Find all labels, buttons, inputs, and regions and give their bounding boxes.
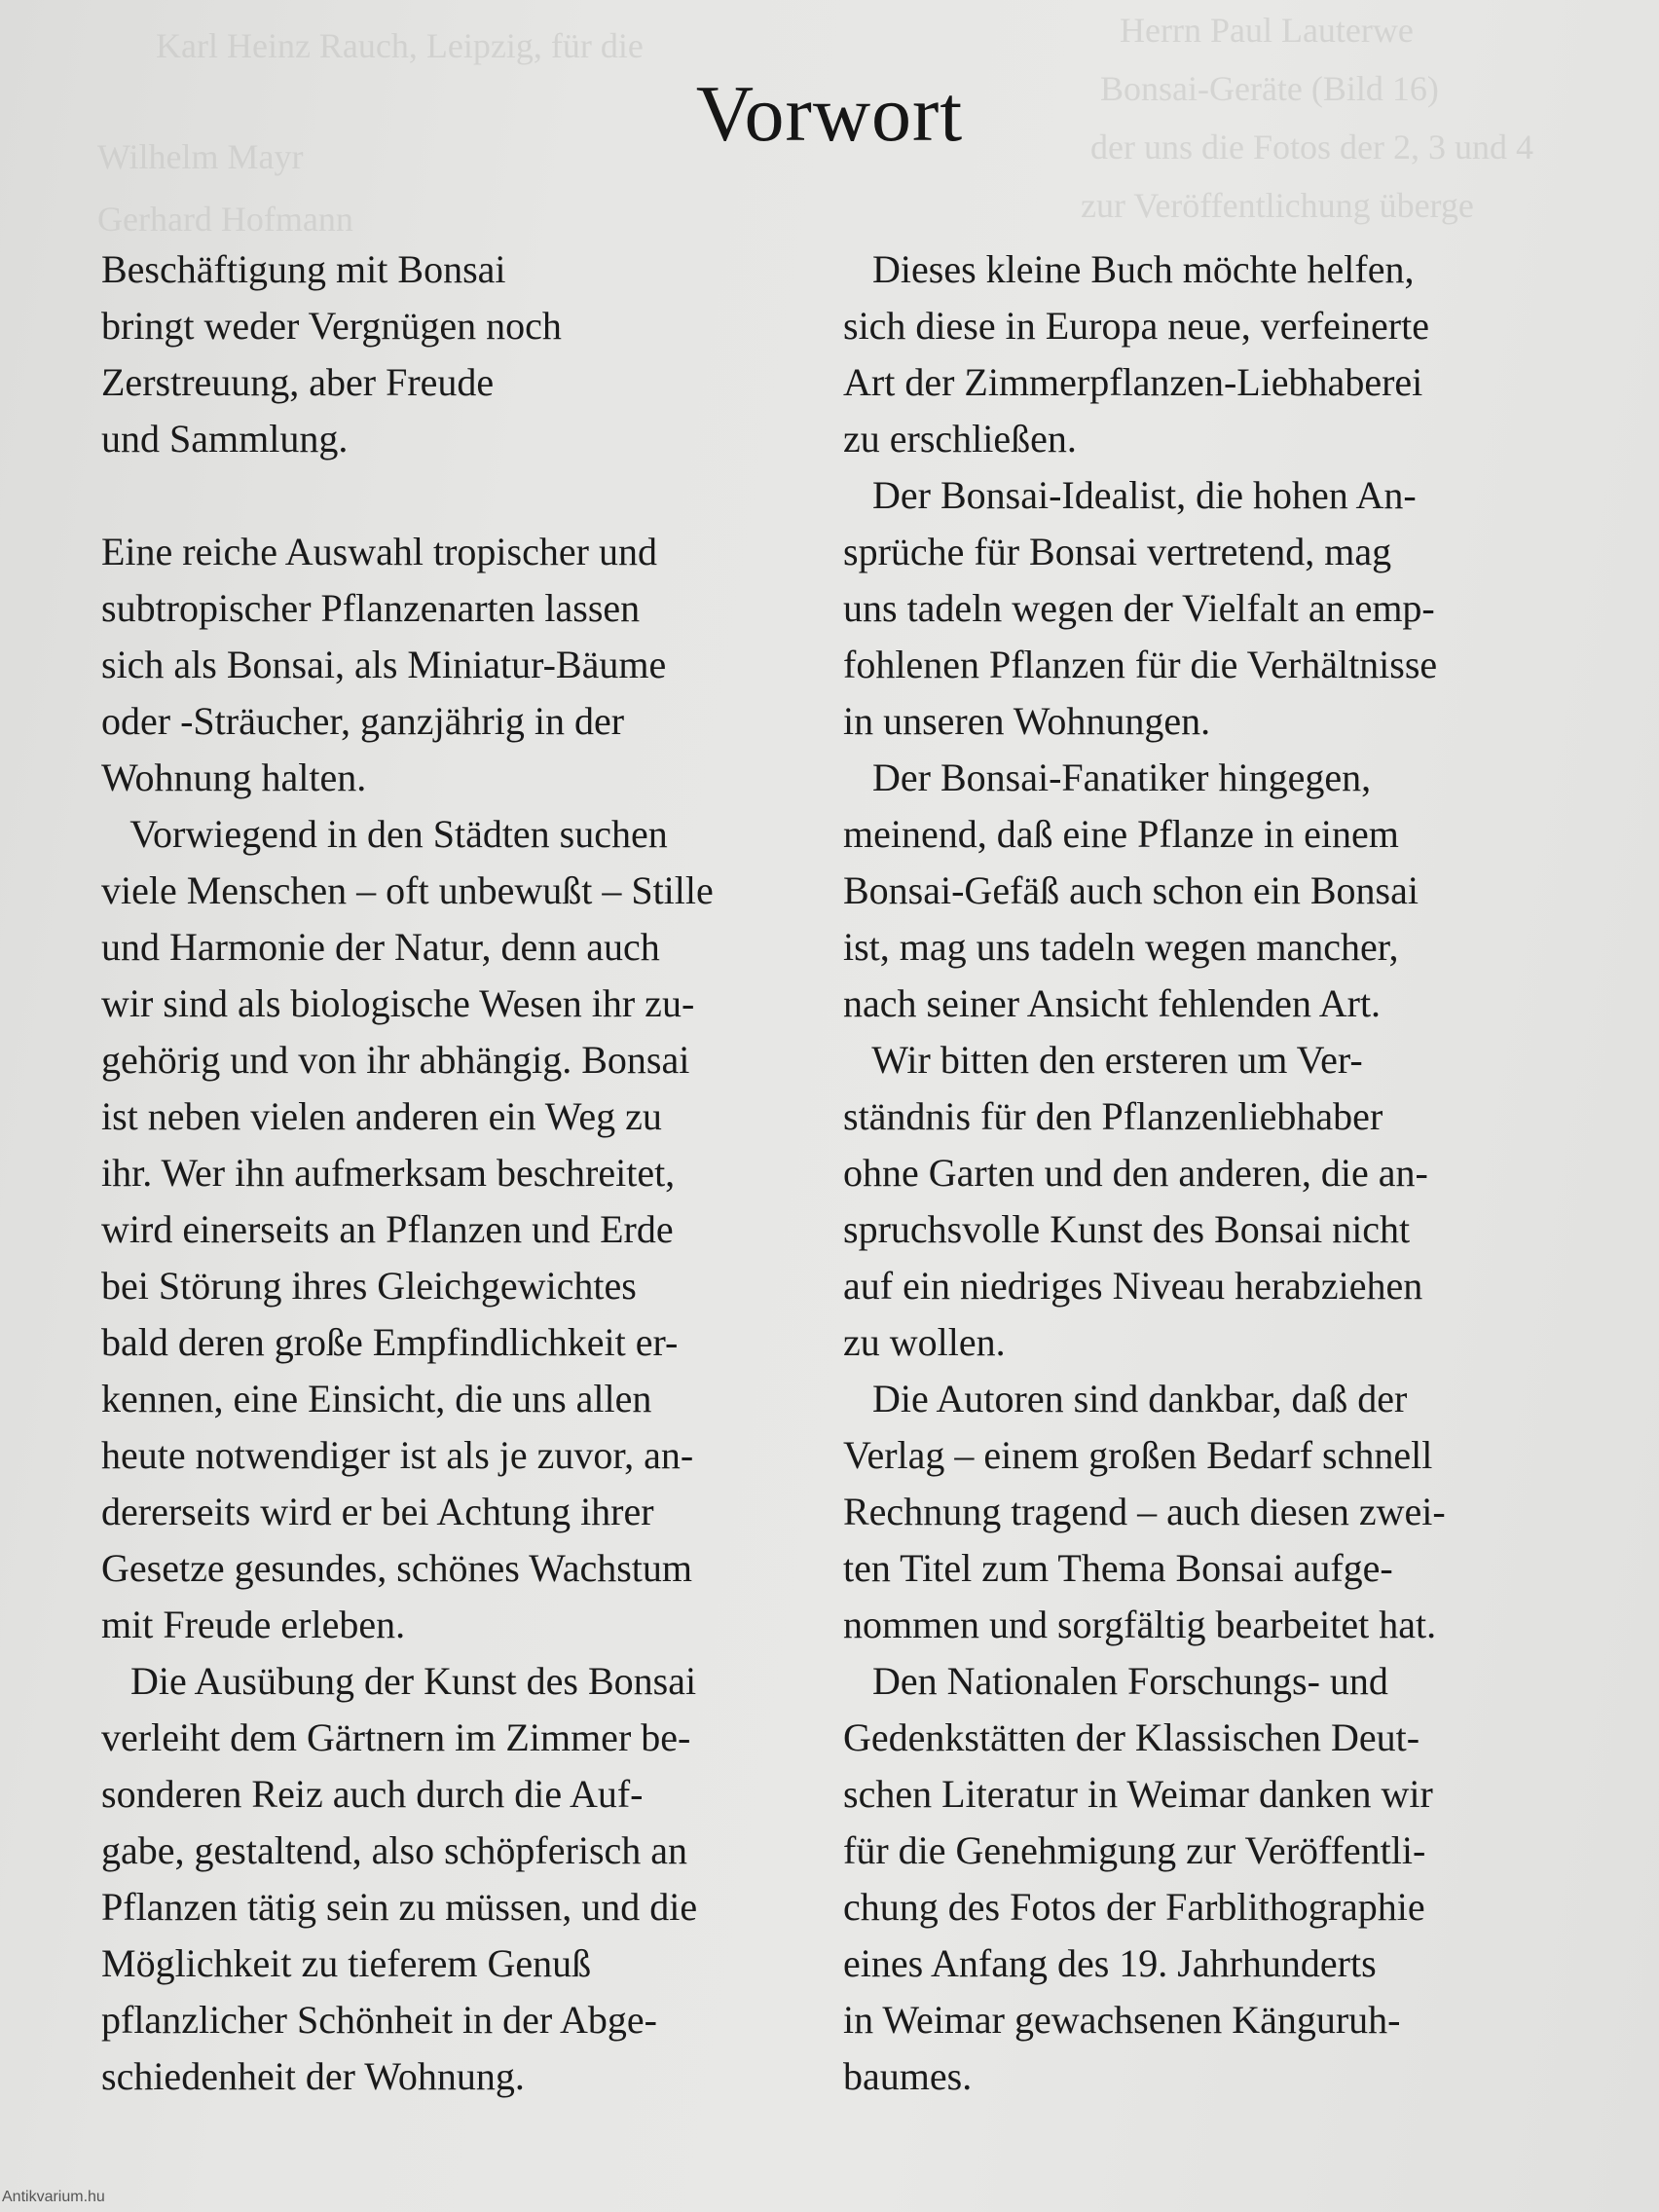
text-line: schiedenheit der Wohnung. bbox=[101, 2054, 525, 2098]
text-line: Die Autoren sind dankbar, daß der bbox=[843, 1377, 1408, 1420]
text-line: in unseren Wohnungen. bbox=[843, 699, 1211, 743]
text-line: in Weimar gewachsenen Känguruh- bbox=[843, 1998, 1401, 2042]
text-line: und Sammlung. bbox=[101, 417, 349, 461]
text-line: pflanzlicher Schönheit in der Abge- bbox=[101, 1998, 657, 2042]
text-line: Art der Zimmerpflanzen-Liebhaberei bbox=[843, 360, 1423, 404]
text-line: ist neben vielen anderen ein Weg zu bbox=[101, 1094, 662, 1138]
text-line: Gesetze gesundes, schönes Wachstum bbox=[101, 1546, 692, 1590]
text-line: bringt weder Vergnügen noch bbox=[101, 304, 562, 348]
text-line: viele Menschen – oft unbewußt – Stille bbox=[101, 868, 714, 912]
paragraph bbox=[101, 1653, 802, 2105]
text-line: chung des Fotos der Farblithographie bbox=[843, 1885, 1425, 1929]
show-through-text: Gerhard Hofmann bbox=[97, 200, 353, 239]
text-line: Wir bitten den ersteren um Ver- bbox=[843, 1038, 1363, 1082]
paragraph bbox=[101, 241, 802, 467]
text-line: fohlenen Pflanzen für die Verhältnisse bbox=[843, 643, 1438, 686]
show-through-text: der uns die Fotos der 2, 3 und 4 bbox=[1090, 128, 1533, 166]
text-line: subtropischer Pflanzenarten lassen bbox=[101, 586, 641, 630]
paragraph bbox=[843, 1032, 1544, 1371]
text-line: Der Bonsai-Fanatiker hingegen, bbox=[843, 756, 1372, 799]
right-column bbox=[843, 241, 1544, 2105]
text-line: ohne Garten und den anderen, die an- bbox=[843, 1151, 1428, 1195]
text-line: Rechnung tragend – auch diesen zwei- bbox=[843, 1490, 1446, 1533]
paragraph bbox=[101, 806, 802, 1653]
text-line: ständnis für den Pflanzenliebhaber bbox=[843, 1094, 1383, 1138]
text-line: oder -Sträucher, ganzjährig in der bbox=[101, 699, 625, 743]
text-line: für die Genehmigung zur Veröffentli- bbox=[843, 1828, 1426, 1872]
show-through-text: Karl Heinz Rauch, Leipzig, für die bbox=[156, 26, 644, 65]
text-line: wir sind als biologische Wesen ihr zu- bbox=[101, 981, 695, 1025]
text-line: Möglichkeit zu tieferem Genuß bbox=[101, 1941, 592, 1985]
text-line: bei Störung ihres Gleichgewichtes bbox=[101, 1264, 637, 1308]
text-line: zu wollen. bbox=[843, 1320, 1006, 1364]
paragraph bbox=[843, 1653, 1544, 2105]
text-line: auf ein niedriges Niveau herabziehen bbox=[843, 1264, 1423, 1308]
watermark: Antikvarium.hu bbox=[2, 2189, 105, 2205]
text-line: Den Nationalen Forschungs- und bbox=[843, 1659, 1388, 1703]
text-line: schen Literatur in Weimar danken wir bbox=[843, 1772, 1433, 1816]
text-line: Wohnung halten. bbox=[101, 756, 367, 799]
text-line: eines Anfang des 19. Jahrhunderts bbox=[843, 1941, 1377, 1985]
text-line: Dieses kleine Buch möchte helfen, bbox=[843, 247, 1415, 291]
text-line: heute notwendiger ist als je zuvor, an- bbox=[101, 1433, 694, 1477]
text-line: kennen, eine Einsicht, die uns allen bbox=[101, 1377, 652, 1420]
page-title: Vorwort bbox=[695, 69, 964, 158]
text-line: verleiht dem Gärtnern im Zimmer be- bbox=[101, 1715, 691, 1759]
text-line: Der Bonsai-Idealist, die hohen An- bbox=[843, 473, 1417, 517]
text-line: Vorwiegend in den Städten suchen bbox=[101, 812, 668, 856]
text-line: baumes. bbox=[843, 2054, 973, 2098]
text-line: ten Titel zum Thema Bonsai aufge- bbox=[843, 1546, 1393, 1590]
paragraph bbox=[843, 750, 1544, 1032]
text-line: zu erschließen. bbox=[843, 417, 1077, 461]
text-line: spruchsvolle Kunst des Bonsai nicht bbox=[843, 1207, 1411, 1251]
text-line: und Harmonie der Natur, denn auch bbox=[101, 925, 660, 969]
paragraph bbox=[843, 241, 1544, 467]
text-line: dererseits wird er bei Achtung ihrer bbox=[101, 1490, 654, 1533]
text-line: Beschäftigung mit Bonsai bbox=[101, 247, 506, 291]
text-line: meinend, daß eine Pflanze in einem bbox=[843, 812, 1399, 856]
show-through-text: Herrn Paul Lauterwe bbox=[1120, 11, 1414, 50]
text-line: mit Freude erleben. bbox=[101, 1603, 406, 1646]
text-line: Gedenkstätten der Klassischen Deut- bbox=[843, 1715, 1420, 1759]
left-column bbox=[101, 241, 802, 2105]
text-line: Eine reiche Auswahl tropischer und bbox=[101, 530, 657, 573]
text-line: nommen und sorgfältig bearbeitet hat. bbox=[843, 1603, 1437, 1646]
text-line: wird einerseits an Pflanzen und Erde bbox=[101, 1207, 674, 1251]
text-line: sich als Bonsai, als Miniatur-Bäume bbox=[101, 643, 667, 686]
text-line: Die Ausübung der Kunst des Bonsai bbox=[101, 1659, 697, 1703]
text-line: Zerstreuung, aber Freude bbox=[101, 360, 495, 404]
paragraph-spacer bbox=[101, 467, 802, 524]
text-line: ist, mag uns tadeln wegen mancher, bbox=[843, 925, 1399, 969]
text-line: ihr. Wer ihn aufmerksam beschreitet, bbox=[101, 1151, 676, 1195]
show-through-text: zur Veröffentlichung überge bbox=[1081, 186, 1474, 225]
text-line: gabe, gestaltend, also schöpferisch an bbox=[101, 1828, 688, 1872]
show-through-text: Bonsai-Geräte (Bild 16) bbox=[1100, 69, 1439, 108]
text-line: gehörig und von ihr abhängig. Bonsai bbox=[101, 1038, 690, 1082]
text-line: nach seiner Ansicht fehlenden Art. bbox=[843, 981, 1382, 1025]
text-line: bald deren große Empfindlichkeit er- bbox=[101, 1320, 679, 1364]
text-line: sich diese in Europa neue, verfeinerte bbox=[843, 304, 1429, 348]
paragraph bbox=[101, 524, 802, 806]
text-line: Verlag – einem großen Bedarf schnell bbox=[843, 1433, 1433, 1477]
text-line: Bonsai-Gefäß auch schon ein Bonsai bbox=[843, 868, 1419, 912]
paragraph bbox=[843, 1371, 1544, 1653]
text-line: uns tadeln wegen der Vielfalt an emp- bbox=[843, 586, 1435, 630]
text-line: sprüche für Bonsai vertretend, mag bbox=[843, 530, 1392, 573]
text-line: Pflanzen tätig sein zu müssen, und die bbox=[101, 1885, 698, 1929]
paragraph bbox=[843, 467, 1544, 750]
show-through-text: Wilhelm Mayr bbox=[97, 137, 304, 176]
text-line: sonderen Reiz auch durch die Auf- bbox=[101, 1772, 644, 1816]
